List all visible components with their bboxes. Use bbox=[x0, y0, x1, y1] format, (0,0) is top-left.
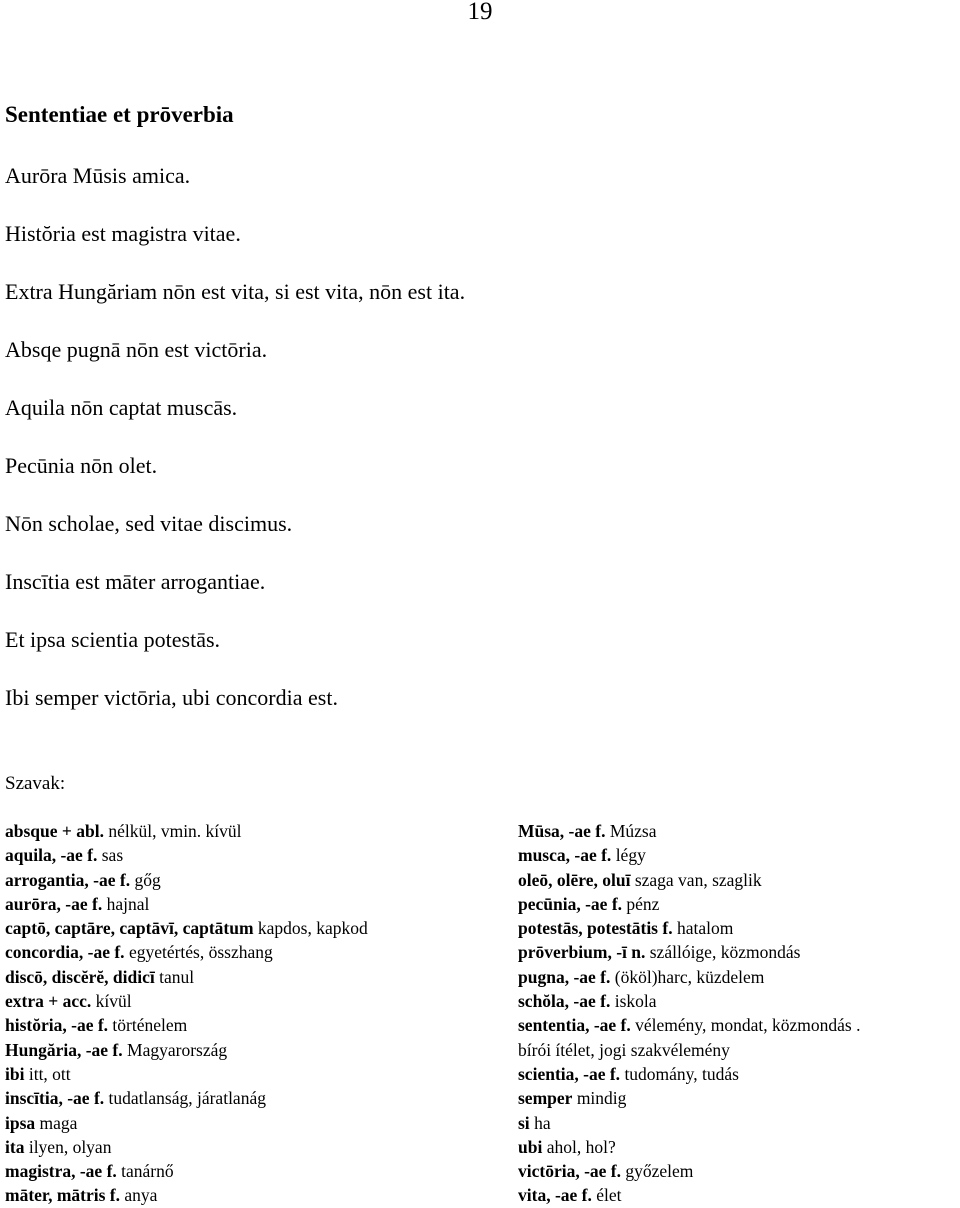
vocab-lemma: absque + abl. bbox=[5, 821, 104, 841]
vocab-lemma: pugna, -ae f. bbox=[518, 966, 611, 987]
sentence: Histŏria est magistra vitae. bbox=[5, 221, 241, 246]
vocab-entry bbox=[5, 1183, 495, 1207]
vocab-gloss: történelem bbox=[108, 1015, 188, 1036]
vocab-lemma: inscītia, -ae f. bbox=[5, 1088, 105, 1109]
vocab-gloss: iskola bbox=[610, 991, 657, 1012]
sentence: Nōn scholae, sed vitae discimus. bbox=[5, 511, 293, 536]
vocab-entry bbox=[5, 1135, 495, 1159]
vocab-entry bbox=[5, 1111, 495, 1135]
vocab-lemma: discō, discĕrĕ, didicī bbox=[5, 966, 155, 987]
vocab-lemma: si bbox=[518, 1112, 530, 1133]
vocab-lemma: concordia, -ae f. bbox=[5, 942, 125, 963]
vocab-lemma: aquila, -ae f. bbox=[5, 845, 98, 866]
vocab-lemma: musca, -ae f. bbox=[518, 845, 612, 866]
vocabulary-title: Szavak: bbox=[5, 773, 66, 794]
vocab-entry bbox=[518, 989, 958, 1013]
vocab-lemma: prōverbium, -ī n. bbox=[518, 942, 646, 963]
vocab-lemma: aurōra, -ae f. bbox=[5, 893, 103, 914]
vocab-gloss: ahol, hol? bbox=[542, 1136, 616, 1157]
vocab-entry bbox=[518, 1038, 958, 1062]
sentence: Aurōra Mūsis amica. bbox=[5, 163, 191, 188]
vocab-entry bbox=[518, 868, 958, 892]
vocab-gloss: Magyarország bbox=[122, 1039, 228, 1060]
vocab-gloss: tudatlanság, járatlanág bbox=[104, 1088, 266, 1109]
vocab-entry bbox=[5, 989, 495, 1013]
vocab-lemma: extra + acc. bbox=[5, 991, 92, 1012]
vocab-gloss: gőg bbox=[130, 869, 161, 890]
vocab-entry bbox=[5, 819, 495, 843]
vocab-gloss: hajnal bbox=[102, 893, 150, 914]
vocab-lemma: scientia, -ae f. bbox=[518, 1063, 621, 1084]
vocab-entry bbox=[5, 940, 495, 964]
vocab-gloss: sas bbox=[97, 845, 124, 866]
vocab-gloss: (ököl)harc, küzdelem bbox=[610, 966, 765, 987]
vocab-entry bbox=[5, 1038, 495, 1062]
vocab-lemma: histŏria, -ae f. bbox=[5, 1015, 109, 1036]
vocab-gloss: pénz bbox=[622, 893, 660, 914]
vocab-lemma: ubi bbox=[518, 1136, 543, 1157]
vocab-entry bbox=[5, 916, 495, 940]
section-heading: Sententiae et prōverbia bbox=[5, 102, 234, 127]
vocab-entry bbox=[518, 965, 958, 989]
vocab-lemma: captō, captāre, captāvī, captātum bbox=[5, 918, 254, 939]
vocab-lemma: māter, mātris f. bbox=[5, 1185, 121, 1206]
vocab-lemma: potestās, potestātis f. bbox=[518, 918, 673, 939]
vocab-entry bbox=[5, 965, 495, 989]
vocab-entry bbox=[5, 892, 495, 916]
sentence: Absqe pugnā nōn est victōria. bbox=[5, 337, 268, 362]
vocab-entry bbox=[518, 1135, 958, 1159]
vocab-gloss: egyetértés, összhang bbox=[124, 942, 273, 963]
vocab-entry bbox=[5, 868, 495, 892]
vocab-lemma: Hungăria, -ae f. bbox=[5, 1039, 123, 1060]
vocab-gloss: Múzsa bbox=[605, 821, 657, 841]
vocab-gloss: szállóige, közmondás bbox=[645, 942, 801, 963]
vocab-gloss: szaga van, szaglik bbox=[630, 869, 762, 890]
sentence: Extra Hungăriam nōn est vita, si est vita, nōn est ita. bbox=[5, 279, 466, 304]
vocab-lemma: ibi bbox=[5, 1063, 25, 1084]
vocab-gloss: kívül bbox=[91, 991, 132, 1012]
vocab-gloss: nélkül, vmin. kívül bbox=[103, 821, 242, 841]
sentence: Inscītia est māter arrogantiae. bbox=[5, 569, 266, 594]
vocab-lemma: sententia, -ae f. bbox=[518, 1015, 631, 1036]
vocab-gloss: itt, ott bbox=[24, 1063, 71, 1084]
vocab-entry bbox=[5, 1086, 495, 1110]
vocab-gloss: bírói ítélet, jogi szakvélemény bbox=[518, 1039, 730, 1060]
vocab-lemma: Mūsa, -ae f. bbox=[518, 821, 606, 841]
sentence: Ibi semper victōria, ubi concordia est. bbox=[5, 685, 338, 710]
vocab-gloss: légy bbox=[611, 845, 646, 866]
sentence: Et ipsa scientia potestās. bbox=[5, 627, 221, 652]
vocab-lemma: semper bbox=[518, 1088, 573, 1109]
vocab-entry bbox=[5, 1013, 495, 1037]
vocab-gloss: tanul bbox=[154, 966, 195, 987]
vocab-gloss: kapdos, kapkod bbox=[253, 918, 368, 939]
vocab-entry bbox=[518, 940, 958, 964]
vocab-entry bbox=[518, 843, 958, 867]
sentence: Pecūnia nōn olet. bbox=[5, 453, 158, 478]
vocab-gloss: tudomány, tudás bbox=[620, 1063, 739, 1084]
vocab-lemma: vita, -ae f. bbox=[518, 1185, 592, 1206]
vocab-gloss: ha bbox=[529, 1112, 551, 1133]
vocab-lemma: oleō, olēre, oluī bbox=[518, 869, 631, 890]
vocab-gloss: vélemény, mondat, közmondás . bbox=[630, 1015, 861, 1036]
vocab-entry bbox=[518, 1159, 958, 1183]
vocab-lemma: ita bbox=[5, 1136, 25, 1157]
vocab-gloss: hatalom bbox=[672, 918, 734, 939]
vocab-entry bbox=[5, 843, 495, 867]
vocabulary-left-column bbox=[5, 819, 495, 1208]
vocab-entry bbox=[518, 892, 958, 916]
vocab-lemma: pecūnia, -ae f. bbox=[518, 893, 623, 914]
vocab-lemma: schŏla, -ae f. bbox=[518, 991, 611, 1012]
vocab-entry bbox=[518, 1062, 958, 1086]
vocab-gloss: maga bbox=[35, 1112, 78, 1133]
vocab-gloss: mindig bbox=[572, 1088, 627, 1109]
vocab-entry bbox=[518, 819, 958, 843]
vocab-entry bbox=[5, 1159, 495, 1183]
vocab-entry bbox=[518, 1183, 958, 1207]
vocab-lemma: ipsa bbox=[5, 1112, 36, 1133]
vocab-lemma: victōria, -ae f. bbox=[518, 1161, 622, 1182]
vocab-entry bbox=[518, 1111, 958, 1135]
vocab-entry bbox=[518, 916, 958, 940]
vocab-entry bbox=[5, 1062, 495, 1086]
vocab-gloss: anya bbox=[120, 1185, 158, 1206]
vocab-lemma: magistra, -ae f. bbox=[5, 1161, 117, 1182]
vocab-lemma: arrogantia, -ae f. bbox=[5, 869, 131, 890]
vocabulary-right-column bbox=[518, 819, 958, 1208]
vocab-gloss: ilyen, olyan bbox=[24, 1136, 112, 1157]
vocab-entry bbox=[518, 1013, 958, 1037]
vocab-gloss: tanárnő bbox=[116, 1161, 174, 1182]
vocab-gloss: győzelem bbox=[621, 1161, 694, 1182]
sentence: Aquila nōn captat muscās. bbox=[5, 395, 238, 420]
sentence-list bbox=[5, 163, 465, 743]
page-number: 19 bbox=[467, 0, 493, 25]
vocab-gloss: élet bbox=[591, 1185, 622, 1206]
vocab-entry bbox=[518, 1086, 958, 1110]
